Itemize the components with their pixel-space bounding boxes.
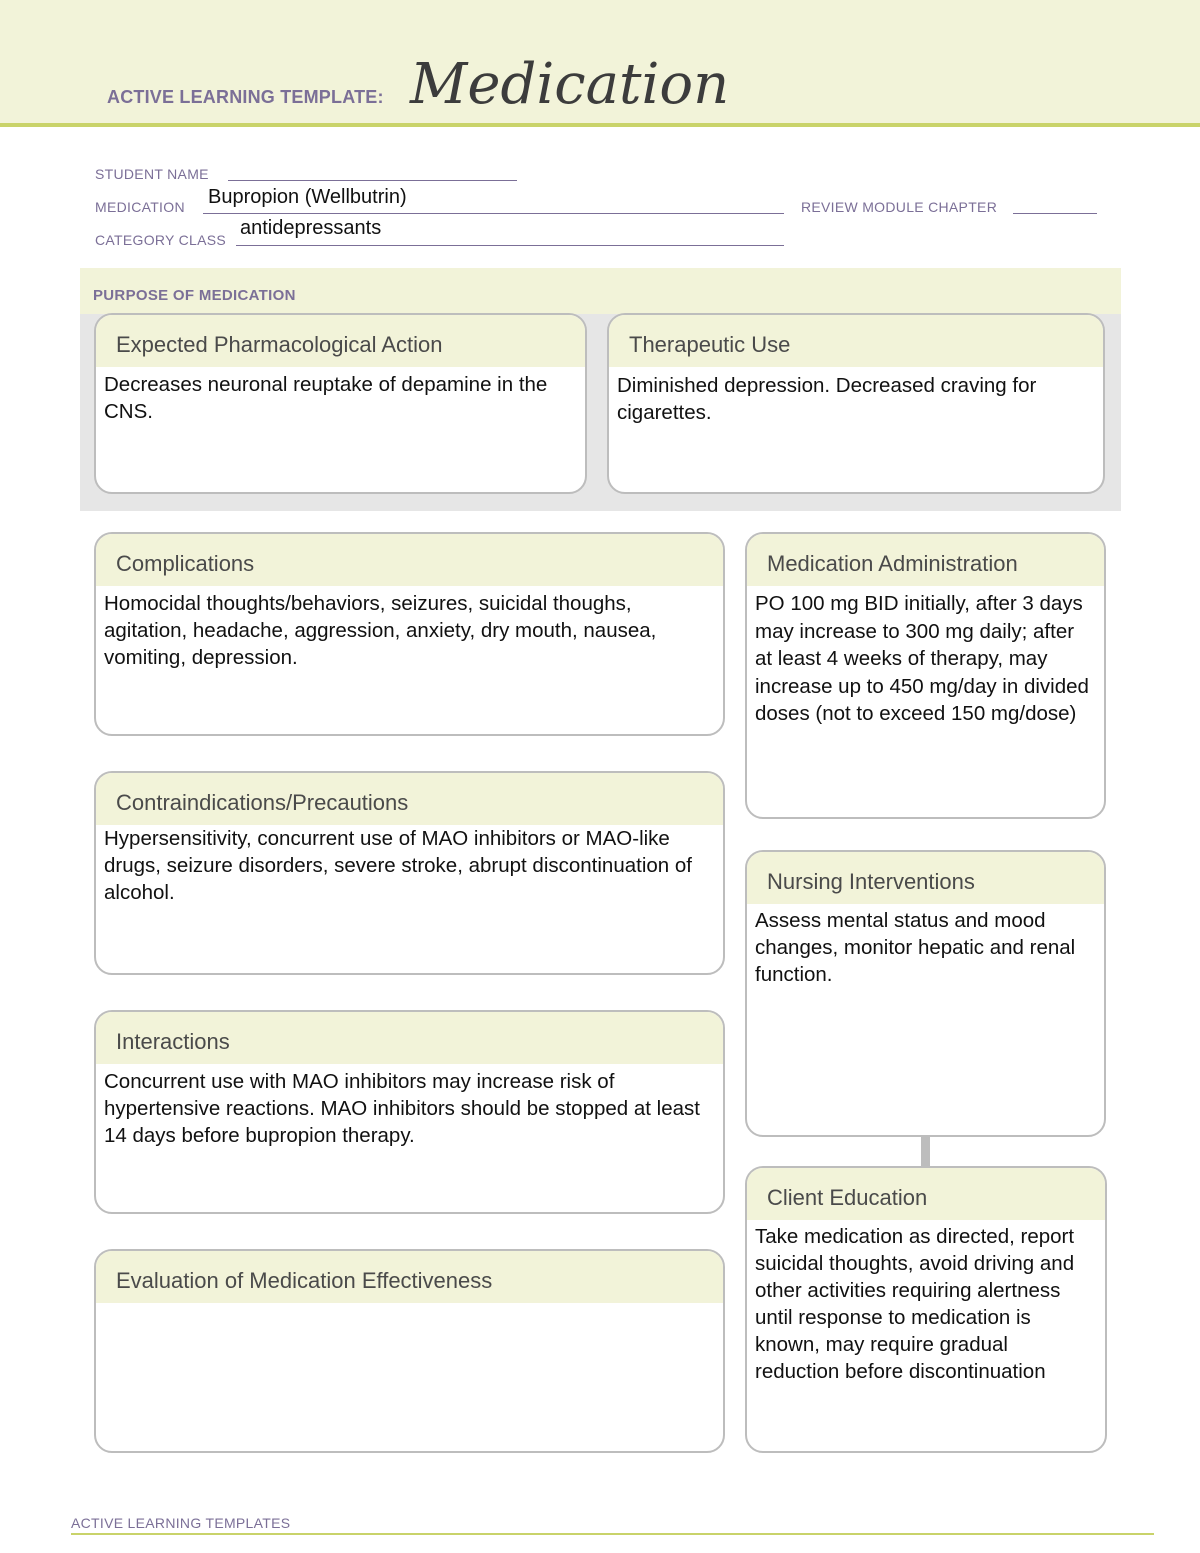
- complications-body[interactable]: Homocidal thoughts/behaviors, seizures, suicidal thoughs, agitation, headache, aggression, anxiety, dry mouth, nausea, vomiting, depression.: [104, 592, 657, 669]
- complications-card: [94, 532, 725, 736]
- review-module-label: REVIEW MODULE CHAPTER: [801, 199, 998, 215]
- page-title: Medication: [410, 52, 730, 117]
- contraindications-title: Contraindications/Precautions: [116, 790, 409, 815]
- evaluation-card: [94, 1249, 725, 1453]
- education-card: [745, 1166, 1107, 1453]
- student-name-field[interactable]: [228, 180, 517, 181]
- contraindications-card: [94, 771, 725, 975]
- therapeutic-use-title: Therapeutic Use: [629, 332, 791, 357]
- expected-action-title: Expected Pharmacological Action: [116, 332, 443, 357]
- footer-rule: [71, 1533, 1154, 1535]
- template-header: [0, 0, 1200, 127]
- contraindications-header: [96, 773, 723, 825]
- evaluation-header: [96, 1251, 723, 1303]
- administration-header: [747, 534, 1104, 586]
- complications-title: Complications: [116, 551, 255, 576]
- expected-action-card: [94, 313, 587, 494]
- education-body[interactable]: Take medication as directed, report suicidal thoughts, avoid driving and other activities requiring alertness until response to medication is known, may require gradual reduction before discontinuation: [755, 1225, 1075, 1383]
- interactions-body[interactable]: Concurrent use with MAO inhibitors may increase risk of hypertensive reactions. MAO inhibitors should be stopped at least 14 days before bupropion therapy.: [104, 1070, 700, 1147]
- evaluation-body[interactable]: [96, 1303, 723, 1307]
- nursing-title: Nursing Interventions: [767, 869, 975, 894]
- nursing-card: [745, 850, 1106, 1137]
- education-header: [747, 1168, 1105, 1220]
- interactions-header: [96, 1012, 723, 1064]
- therapeutic-use-header: [609, 315, 1103, 367]
- therapeutic-use-card: [607, 313, 1105, 494]
- contraindications-body[interactable]: Hypersensitivity, concurrent use of MAO inhibitors or MAO-like drugs, seizure disorders, severe stroke, abrupt discontinuation of alcohol.: [104, 827, 692, 904]
- medication-label: MEDICATION: [95, 199, 185, 215]
- category-class-label: CATEGORY CLASS: [95, 232, 227, 248]
- medication-value: Bupropion (Wellbutrin): [208, 186, 407, 208]
- administration-card: [745, 532, 1106, 819]
- expected-action-header: [96, 315, 585, 367]
- interactions-card: [94, 1010, 725, 1214]
- therapeutic-use-body[interactable]: Diminished depression. Decreased craving for cigarettes.: [617, 374, 1037, 424]
- student-name-label: STUDENT NAME: [95, 166, 209, 182]
- nursing-body[interactable]: Assess mental status and mood changes, monitor hepatic and renal function.: [755, 909, 1076, 986]
- template-label: ACTIVE LEARNING TEMPLATE:: [107, 87, 384, 107]
- review-module-field[interactable]: [1013, 213, 1097, 214]
- interactions-title: Interactions: [116, 1029, 230, 1054]
- medication-field[interactable]: [203, 213, 784, 214]
- category-class-field[interactable]: [236, 245, 784, 246]
- administration-body[interactable]: PO 100 mg BID initially, after 3 days may increase to 300 mg daily; after at least 4 weeks of therapy, may increase up to 450 mg/day in divided doses (not to exceed 150 mg/dose): [755, 592, 1089, 725]
- category-class-value: antidepressants: [240, 217, 382, 239]
- education-title: Client Education: [767, 1185, 928, 1210]
- purpose-title: PURPOSE OF MEDICATION: [93, 287, 296, 304]
- complications-header: [96, 534, 723, 586]
- footer-label: ACTIVE LEARNING TEMPLATES: [71, 1515, 291, 1531]
- expected-action-body[interactable]: Decreases neuronal reuptake of depamine in the CNS.: [104, 373, 548, 423]
- nursing-header: [747, 852, 1104, 904]
- administration-title: Medication Administration: [767, 551, 1018, 576]
- purpose-band: [80, 268, 1121, 314]
- evaluation-title: Evaluation of Medication Effectiveness: [116, 1268, 493, 1293]
- connector-bar: [921, 1135, 930, 1167]
